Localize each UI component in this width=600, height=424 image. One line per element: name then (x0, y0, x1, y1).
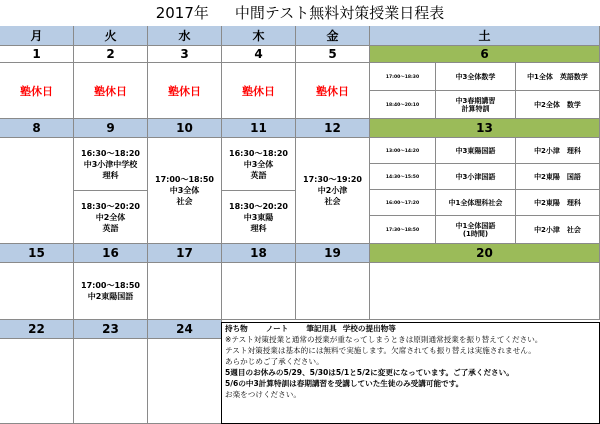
date-cell: 3 (148, 46, 222, 63)
empty-cell (222, 263, 296, 320)
sat-time-slot: 13:00～14:20 (370, 138, 436, 164)
date-cell: 12 (296, 119, 370, 138)
weekday-sat: 土 (370, 26, 600, 46)
class-entry: 16:30～18:20 中3小津中学校 理科 (74, 138, 148, 191)
date-cell: 10 (148, 119, 222, 138)
date-cell: 9 (74, 119, 148, 138)
date-cell-saturday: 6 (370, 46, 600, 63)
empty-cell (74, 339, 148, 424)
empty-cell (148, 339, 222, 424)
empty-cell (370, 263, 600, 320)
notes-line: ※テスト対策授業と通常の授業が重なってしまうときは原則通常授業を振り替えてください。 (225, 335, 543, 344)
sat-time-slot: 16:00～17:20 (370, 190, 436, 216)
sat-class: 中3春期講習 計算特訓 (436, 91, 516, 119)
date-cell: 8 (0, 119, 74, 138)
closed-day: 塾休日 (148, 63, 222, 119)
class-entry: 18:30～20:20 中2全体 英語 (74, 191, 148, 244)
sat-class: 中1全体国語 (1時間) (436, 216, 516, 244)
class-entry: 17:30～19:20 中2小津 社会 (296, 138, 370, 244)
class-entry: 16:30～18:20 中3全体 英語 (222, 138, 296, 191)
notes-heading-item: 筆記用具 (306, 324, 337, 333)
closed-day: 塾休日 (0, 63, 74, 119)
weekday-thu: 木 (222, 26, 296, 46)
date-cell: 18 (222, 244, 296, 263)
notes-line: 5/6の中3計算特訓は春期講習を受講していた生徒のみ受講可能です。 (225, 379, 464, 388)
date-cell: 17 (148, 244, 222, 263)
sat-class: 中3東陽国語 (436, 138, 516, 164)
empty-cell (0, 339, 74, 424)
notes-line: あらかじめご了承ください。 (225, 357, 324, 366)
empty-cell (0, 263, 74, 320)
notes-line: 5週目のお休みの5/29、5/30は5/1と5/2に変更になっています。ご了承ください。 (225, 368, 514, 377)
sat-class: 中2全体 数学 (516, 91, 600, 119)
empty-cell (296, 263, 370, 320)
sat-time-slot: 17:30～18:50 (370, 216, 436, 244)
weekday-tue: 火 (74, 26, 148, 46)
date-cell: 19 (296, 244, 370, 263)
closed-day: 塾休日 (74, 63, 148, 119)
date-cell-saturday: 20 (370, 244, 600, 263)
empty-cell (0, 138, 74, 244)
title-name: 中間テスト無料対策授業日程表 (234, 4, 445, 22)
title-year: 2017年 (155, 4, 209, 22)
notes-heading-item: 持ち物 (225, 324, 248, 333)
class-entry: 18:30～20:20 中3東陽 理科 (222, 191, 296, 244)
date-cell: 1 (0, 46, 74, 63)
sat-class: 中2小津 理科 (516, 138, 600, 164)
date-cell: 4 (222, 46, 296, 63)
sat-class: 中2東陽 国語 (516, 164, 600, 190)
notes-line: お楽をつけください。 (225, 390, 301, 399)
closed-day: 塾休日 (296, 63, 370, 119)
weekday-mon: 月 (0, 26, 74, 46)
date-cell: 2 (74, 46, 148, 63)
notes-box (221, 322, 600, 424)
sat-class: 中2小津 社会 (516, 216, 600, 244)
closed-day: 塾休日 (222, 63, 296, 119)
sat-class: 中2東陽 理科 (516, 190, 600, 216)
date-cell: 15 (0, 244, 74, 263)
weekday-fri: 金 (296, 26, 370, 46)
date-cell: 11 (222, 119, 296, 138)
empty-cell (148, 263, 222, 320)
sat-class: 中1全体理科社会 (436, 190, 516, 216)
class-entry: 17:00～18:50 中3全体 社会 (148, 138, 222, 244)
sat-time-slot: 17:00～18:30 (370, 63, 436, 91)
class-entry: 17:00～18:50 中2東陽国語 (74, 263, 148, 320)
date-cell: 23 (74, 320, 148, 339)
date-cell: 5 (296, 46, 370, 63)
sat-time-slot: 18:40～20:10 (370, 91, 436, 119)
date-cell: 24 (148, 320, 222, 339)
notes-heading (225, 323, 599, 334)
notes-heading-item: ノート (265, 324, 289, 333)
date-cell: 16 (74, 244, 148, 263)
sat-time-slot: 14:30～15:50 (370, 164, 436, 190)
page-title (0, 4, 600, 22)
sat-class: 中3全体数学 (436, 63, 516, 91)
date-cell-saturday: 13 (370, 119, 600, 138)
sat-class: 中3小津国語 (436, 164, 516, 190)
sat-class: 中1全体 英語数学 (516, 63, 600, 91)
date-cell: 22 (0, 320, 74, 339)
notes-heading-item: 学校の提出物等 (342, 324, 396, 333)
notes-line: テスト対策授業は基本的には無料で実施します。欠席されても振り替えは実施されません。 (225, 346, 536, 355)
weekday-wed: 水 (148, 26, 222, 46)
